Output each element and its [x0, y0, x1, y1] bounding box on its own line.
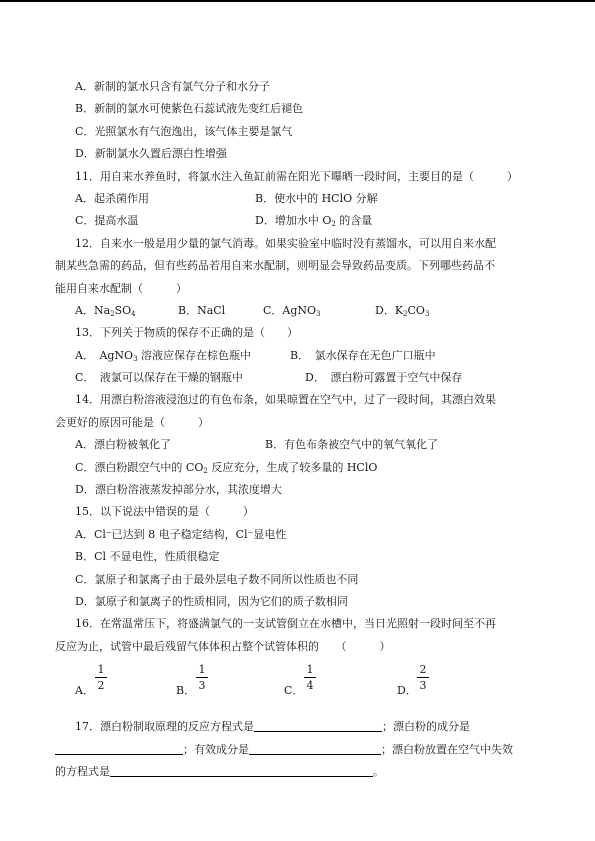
- q10-option-a: A．新制的氯水只含有氯气分子和水分子: [75, 80, 270, 93]
- q12-stem-line1: 12．自来水一般是用少量的氯气消毒。如果实验室中临时没有蒸馏水，可以用自来水配: [75, 236, 496, 250]
- q15-option-a: A．Cl⁻已达到 8 电子稳定结构，Cl⁻显电性: [75, 527, 287, 541]
- q13-stem: 13．下列关于物质的保存不正确的是（ ）: [75, 326, 298, 340]
- q13-option-a: A． AgNO$_3$ 溶液应保存在棕色瓶中: [75, 348, 252, 363]
- q17-line3: 的方程式是 。: [55, 764, 384, 778]
- q13-options-row1: [55, 345, 539, 367]
- q11-stem: 11．用自来水养鱼时，将氯水注入鱼缸前需在阳光下曝晒一段时间，主要目的是（ ）: [75, 169, 518, 183]
- q16-option-b-letter: B．: [176, 684, 196, 698]
- q16-option-d-fraction: 2 3: [417, 662, 429, 693]
- q15-stem: 15．以下说法中错误的是（ ）: [75, 505, 254, 519]
- q11-options-row1: [55, 188, 539, 210]
- q12-stem-line3: 能用自来水配制（ ）: [55, 281, 187, 295]
- q12-option-c: C．AgNO$_3$: [263, 303, 321, 318]
- q11-option-c: C．提高水温: [75, 214, 139, 228]
- q12-option-a: A．$Na_2SO_4$: [75, 303, 136, 318]
- q13-options-row2: [55, 367, 539, 389]
- q12-options-row: [55, 300, 539, 322]
- q16-option-a-fraction: 1 2: [95, 662, 107, 693]
- q16-stem-line2: 反应为止，试管中最后残留气体体积占整个试管体积的 （ ）: [55, 639, 391, 653]
- q12-option-b: B．NaCl: [178, 303, 226, 317]
- q13-option-c: C． 液氯可以保存在干燥的钢瓶中: [75, 371, 243, 385]
- q11-options-row2: [55, 210, 539, 232]
- q17-blank-failure-equation[interactable]: [110, 764, 373, 777]
- q11-option-d: D．增加水中 $O_2$ 的含量: [255, 214, 373, 229]
- q10-option-d: D．新制氯水久置后漂白性增强: [75, 147, 227, 161]
- q17-line2: ；有效成分是 ；漂白粉放置在空气中失效: [55, 739, 539, 761]
- q16-option-d-letter: D．: [397, 684, 417, 698]
- exam-page: [55, 76, 539, 783]
- q16-option-c-fraction: 1 4: [304, 662, 316, 693]
- q16-stem-line1: 16．在常温常压下，将盛满氯气的一支试管倒立在水槽中，当日光照射一段时间至不再: [75, 617, 496, 631]
- q16-option-a-letter: A．: [75, 684, 94, 698]
- q12-option-d: D．$K_2CO_3$: [375, 303, 430, 318]
- q17-blank-equation[interactable]: [254, 719, 382, 732]
- q14-options-row1: [55, 434, 539, 456]
- q15-option-d: D．氯原子和氯离子的性质相同，因为它们的质子数相同: [75, 594, 348, 608]
- top-border-rule: [0, 0, 595, 2]
- q14-option-a: A．漂白粉被氧化了: [75, 438, 171, 452]
- q14-stem-line2: 会更好的原因可能是（ ）: [55, 415, 209, 429]
- q14-stem-line1: 14．用漂白粉溶液浸泡过的有色布条，如果晾置在空气中，过了一段时间，其漂白效果: [75, 393, 496, 407]
- q10-option-b: B．新制的氯水可使紫色石蕊试液先变红后褪色: [75, 102, 304, 116]
- q15-option-b: B．Cl 不显电性，性质很稳定: [75, 550, 220, 564]
- q10-option-c: C．光照氯水有气泡逸出，该气体主要是氯气: [75, 124, 293, 138]
- q16-option-b-fraction: 1 3: [196, 662, 208, 693]
- q11-option-a: A．起杀菌作用: [75, 191, 149, 205]
- q14-option-b: B．有色布条被空气中的氧气氧化了: [265, 438, 439, 452]
- q15-option-c: C．氯原子和氯离子由于最外层电子数不同所以性质也不同: [75, 572, 359, 586]
- q11-option-b: B．使水中的 HClO 分解: [255, 191, 378, 205]
- q17-blank-effective-component[interactable]: [249, 742, 381, 755]
- q13-option-b: B． 氯水保存在无色广口瓶中: [290, 348, 436, 362]
- q13-option-d: D． 漂白粉可露置于空气中保存: [305, 371, 463, 385]
- q14-option-c: C．漂白粉跟空气中的 $CO_2$ 反应充分，生成了较多量的 HClO: [75, 460, 378, 475]
- q17-line1: 17．漂白粉制取原理的反应方程式是 ；漂白粉的成分是: [75, 720, 470, 734]
- q14-option-d: D．漂白粉溶液蒸发掉部分水，其浓度增大: [75, 483, 282, 497]
- q17-blank-components[interactable]: [55, 742, 183, 755]
- q12-stem-line2: 制某些急需的药品，但有些药品若用自来水配制，则明显会导致药品变质。下列哪些药品不: [55, 259, 495, 273]
- q16-option-c-letter: C．: [284, 684, 304, 698]
- q16-options-row: [55, 662, 539, 702]
